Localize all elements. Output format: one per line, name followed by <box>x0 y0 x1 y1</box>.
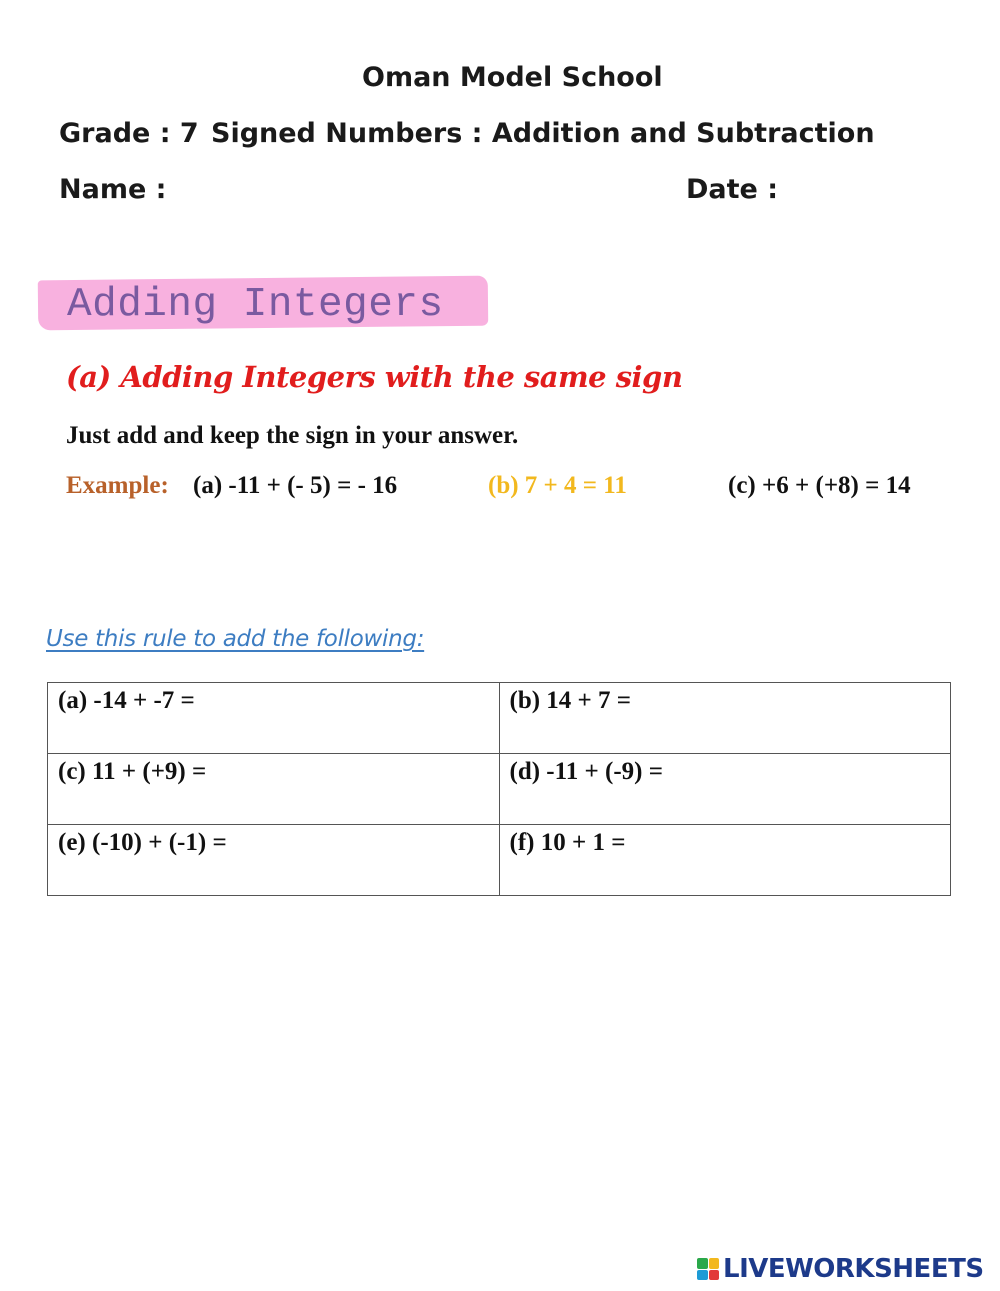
example-b: (b) 7 + 4 = 11 <box>488 472 627 499</box>
exercise-cell[interactable] <box>499 683 951 754</box>
topic-title: Signed Numbers : Addition and Subtraction <box>211 118 875 149</box>
example-c: (c) +6 + (+8) = 14 <box>728 472 911 499</box>
exercise-c: (c) 11 + (+9) = <box>58 758 207 785</box>
name-label: Name : <box>59 174 167 205</box>
exercise-f: (f) 10 + 1 = <box>509 829 626 856</box>
exercise-e: (e) (-10) + (-1) = <box>58 829 227 856</box>
section-title: Adding Integers <box>67 282 444 328</box>
exercise-cell[interactable] <box>48 825 500 896</box>
table-row <box>48 754 951 825</box>
instruction-text: Use this rule to add the following: <box>46 626 425 652</box>
rule-text: Just add and keep the sign in your answer. <box>66 422 519 449</box>
exercise-table <box>47 682 951 896</box>
exercise-b: (b) 14 + 7 = <box>509 687 632 714</box>
exercise-d: (d) -11 + (-9) = <box>509 758 663 785</box>
grade-label: Grade : 7 <box>59 118 199 149</box>
logo-text: LIVEWORKSHEETS <box>723 1254 984 1284</box>
section-subheading: (a) Adding Integers with the same sign <box>66 360 683 394</box>
date-label: Date : <box>686 174 779 205</box>
example-a: (a) -11 + (- 5) = - 16 <box>193 472 398 499</box>
school-name: Oman Model School <box>362 62 663 93</box>
exercise-a: (a) -14 + -7 = <box>58 687 195 714</box>
table-row <box>48 825 951 896</box>
exercise-cell[interactable] <box>48 754 500 825</box>
exercise-cell[interactable] <box>48 683 500 754</box>
liveworksheets-logo-icon <box>697 1258 719 1280</box>
table-row <box>48 683 951 754</box>
exercise-cell[interactable] <box>499 754 951 825</box>
exercise-cell[interactable] <box>499 825 951 896</box>
liveworksheets-logo <box>697 1254 984 1284</box>
example-label: Example: <box>66 472 169 499</box>
